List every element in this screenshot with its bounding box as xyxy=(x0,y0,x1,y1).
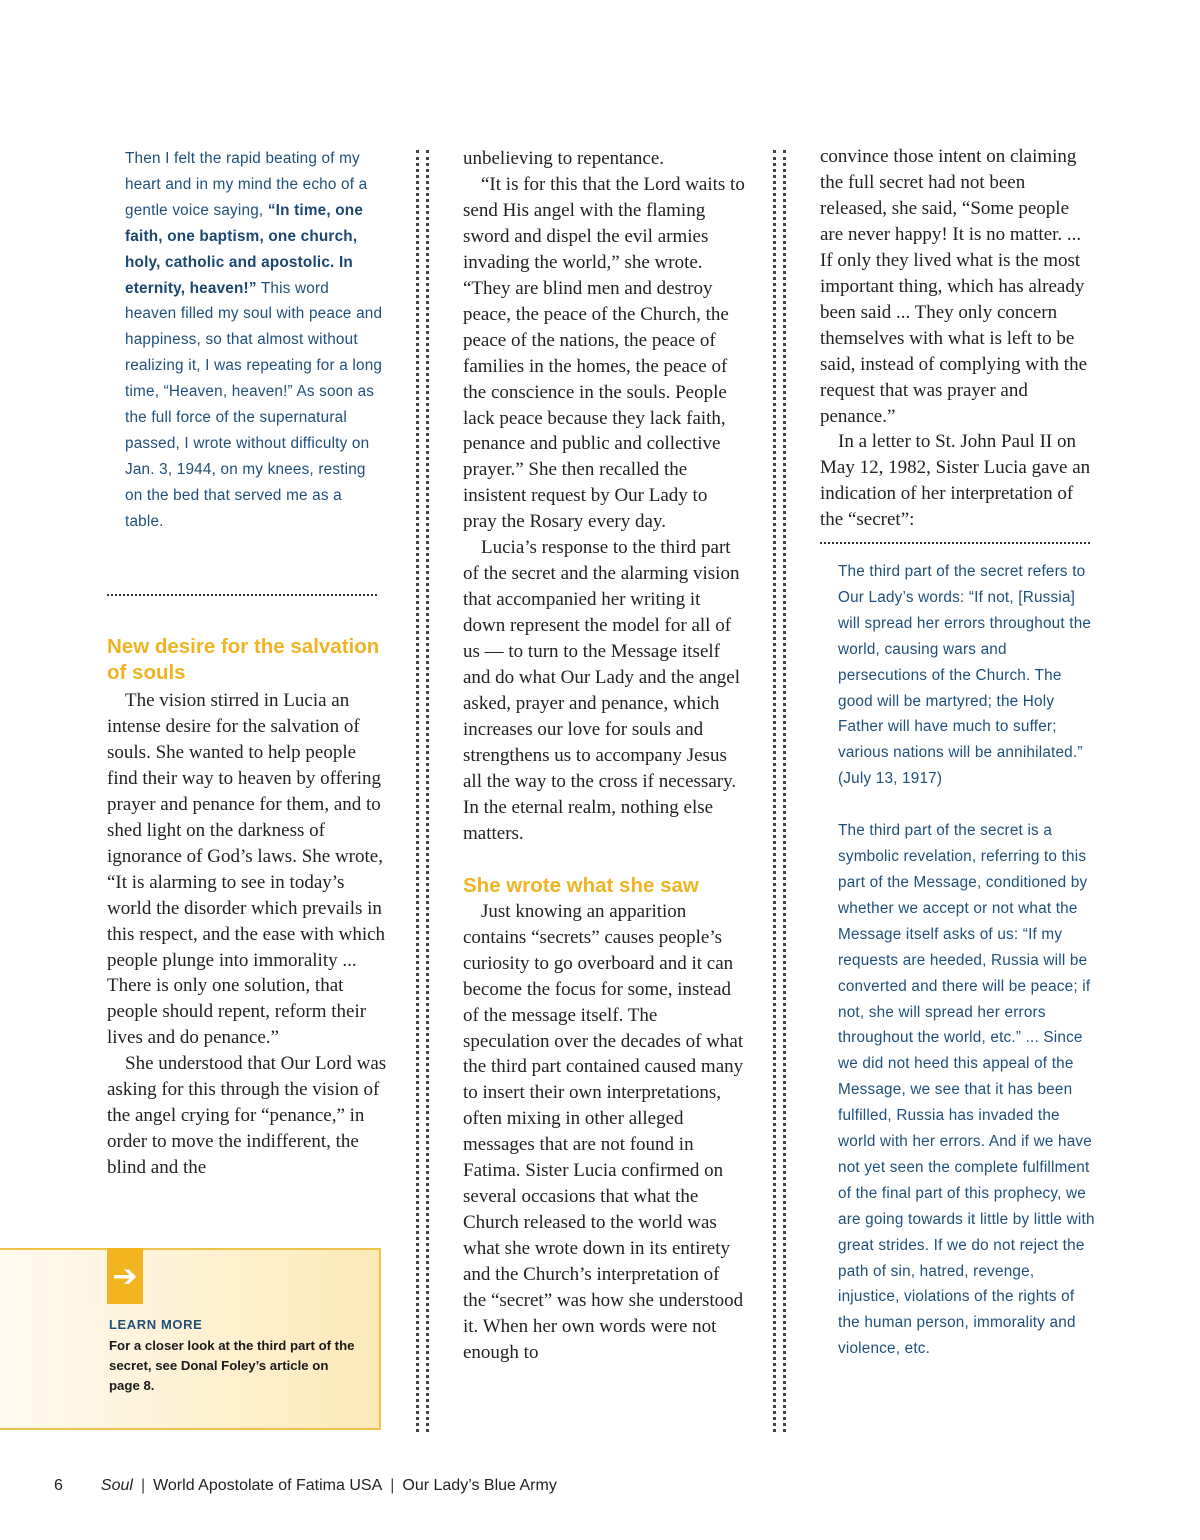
quote-paragraph: The third part of the secret is a symbolic revelation, referring to this part of the Message, conditioned by whether we accept or not what the Message itself asks of us: “If my requests are heeded, Russia will be converted and there will be peace; if not, she will spread her errors throughout the world, etc.” ... Since we did not heed this appeal of the Message, we see that it has been fulfilled, Russia has invaded the world with her errors. And if we have not yet seen the complete fulfillment of the final part of this prophecy, we are going towards it little by little with great strides. If we do not reject the path of sin, hatred, revenge, injustice, violations of the rights of the human person, immorality and violence, etc. xyxy=(838,822,1095,1358)
pull-quote-lucia xyxy=(125,146,383,535)
separator: | xyxy=(140,1477,146,1494)
quote-paragraph: The third part of the secret refers to Our Lady’s words: “If not, [Russia] will spread her errors throughout the world, causing wars and persecutions of the Church. The good will be martyred; the Holy Father will have much to suffer; various nations will be annihilated.” (July 13, 1917) xyxy=(838,563,1092,788)
article-column-2 xyxy=(463,146,745,1366)
section-heading: She wrote what she saw xyxy=(463,873,699,897)
learn-more-text: For a closer look at the third part of the secret, see Donal Foley’s article on page 8. xyxy=(109,1338,355,1393)
page-number: 6 xyxy=(54,1477,63,1494)
section-heading: New desire for the salvation of souls xyxy=(107,635,380,684)
paragraph: The vision stirred in Lucia an intense desire for the salvation of souls. She wanted to help people find their way to heaven by offering prayer and penance for them, and to shed light on the darkness of ignorance of God’s laws. She wrote, “It is alarming to see in today’s world the disorder which prevails in this respect, and the ease with which people plunge into immorality ... There is only one solution, that people should repent, reform their lives and do penance.” xyxy=(107,690,386,1049)
page-footer xyxy=(54,1477,557,1495)
column-divider xyxy=(426,150,429,1432)
column-divider xyxy=(783,150,786,1432)
dotted-divider xyxy=(107,594,377,596)
learn-more-title: LEARN MORE xyxy=(109,1317,203,1332)
article-column-3 xyxy=(820,144,1096,533)
column-divider xyxy=(773,150,776,1432)
paragraph: “It is for this that the Lord waits to send His angel with the flaming sword and dispel the evil armies invading the world,” she wrote. “They are blind men and destroy peace, the peace of the Church, the peace of the nations, the peace of families in the homes, the peace of the conscience in the souls. People lack peace because they lack faith, penance and public and collective prayer.” She then recalled the insistent request by Our Lady to pray the Rosary every day. xyxy=(463,173,745,533)
arrow-right-icon: ➔ xyxy=(107,1248,143,1304)
paragraph: Lucia’s response to the third part of the secret and the alarming vision that accompanied her writing it down represent the model for all of us — to turn to the Message itself and do what Our Lady and the angel asked, prayer and penance, which increases our love for souls and strengthens us to accompany Jesus all the way to the cross if necessary. In the eternal realm, nothing else matters. xyxy=(463,537,740,844)
article-column-1 xyxy=(107,688,389,1181)
magazine-name: Soul xyxy=(100,1477,133,1494)
quote-end: This word heaven filled my soul with peace and happiness, so that almost without realizing it, I was repeating for a long time, “Heaven, heaven!” As soon as the full force of the supernatural passed, I wrote without difficulty on Jan. 3, 1944, on my knees, resting on the bed that served me as a table. xyxy=(125,279,383,530)
organization: World Apostolate of Fatima USA xyxy=(153,1477,383,1494)
letter-quote xyxy=(838,559,1096,1362)
paragraph: In a letter to St. John Paul II on May 12, 1982, Sister Lucia gave an indication of her interpretation of the “secret”: xyxy=(820,431,1091,531)
column-divider xyxy=(416,150,419,1432)
quote-bold: “In time, one faith, one baptism, one church, holy, catholic and apostolic. In eternity, heaven!” xyxy=(125,201,364,297)
paragraph: convince those intent on claiming the full secret had not been released, she said, “Some people are never happy! It is no matter. ... If only they lived what is the most important thing, which has already been said ... They only concern themselves with what is left to be said, instead of complying with the request that was prayer and penance.” xyxy=(820,146,1088,427)
tagline: Our Lady’s Blue Army xyxy=(402,1477,557,1494)
paragraph: Just knowing an apparition contains “secrets” causes people’s curiosity to go overboard and it can become the focus for some, instead of the message itself. The speculation over the decades of what the third part contained caused many to insert their own interpretations, often mixing in other alleged messages that are not found in Fatima. Sister Lucia confirmed on several occasions that what the Church released to the world was what she wrote down in its entirety and the Church’s interpretation of the “secret” was how she understood it. When her own words were not enough to xyxy=(463,900,744,1363)
separator: | xyxy=(390,1477,395,1494)
dotted-divider xyxy=(820,542,1090,544)
quote-intro: Then I felt the rapid beating of my heart and in my mind the echo of a gentle voice saying, xyxy=(125,150,368,219)
paragraph: unbelieving to repentance. xyxy=(463,148,665,169)
paragraph: She understood that Our Lord was asking for this through the vision of the angel crying for “penance,” in order to move the indifferent, the blind and the xyxy=(107,1053,387,1179)
